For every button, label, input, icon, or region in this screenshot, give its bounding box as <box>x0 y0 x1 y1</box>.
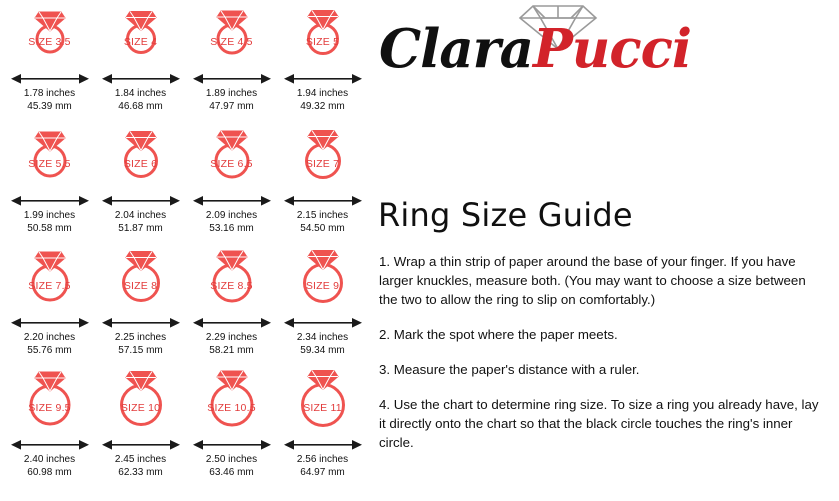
double-headed-arrow-icon <box>4 438 95 452</box>
double-headed-arrow-icon <box>186 194 277 208</box>
ring-illustration <box>4 0 95 72</box>
measurement-inches: 1.99 inches <box>23 210 76 221</box>
measurement-arrow <box>4 438 95 452</box>
measurement-arrow <box>95 72 186 86</box>
ring-size-cell <box>186 244 277 366</box>
measurement-mm: 59.34 mm <box>300 344 345 356</box>
instruction-step: 4. Use the chart to determine ring size. To size a ring you already have, lay it directly onto the chart so that the black circle touches the ring's inner circle. <box>379 397 819 450</box>
measurement-mm: 54.50 mm <box>300 222 345 234</box>
ring-size-cell <box>186 0 277 122</box>
measurement-arrow <box>4 316 95 330</box>
ring-size-label: SIZE 8.5 <box>210 280 253 292</box>
ring-measurement <box>4 88 95 113</box>
double-headed-arrow-icon <box>277 72 368 86</box>
ring-measurement <box>4 210 95 235</box>
brand-name <box>379 18 691 80</box>
ring-measurement <box>95 88 186 113</box>
ring-illustration <box>277 366 368 438</box>
measurement-arrow <box>186 438 277 452</box>
measurement-mm: 58.21 mm <box>209 344 254 356</box>
double-headed-arrow-icon <box>95 72 186 86</box>
ring-size-cell <box>277 244 368 366</box>
measurement-inches: 1.78 inches <box>23 88 76 99</box>
measurement-arrow <box>4 194 95 208</box>
ring-size-cell <box>277 0 368 122</box>
ring-size-cell <box>277 366 368 488</box>
ring-measurement <box>95 454 186 479</box>
measurement-arrow <box>95 316 186 330</box>
measurement-arrow <box>4 72 95 86</box>
double-headed-arrow-icon <box>95 316 186 330</box>
measurement-mm: 47.97 mm <box>209 100 254 112</box>
measurement-inches: 2.29 inches <box>205 332 258 343</box>
measurement-mm: 49.32 mm <box>300 100 345 112</box>
ring-measurement <box>186 210 277 235</box>
measurement-inches: 2.09 inches <box>205 210 258 221</box>
measurement-mm: 46.68 mm <box>118 100 163 112</box>
ring-illustration <box>4 366 95 438</box>
ring-measurement <box>186 88 277 113</box>
double-headed-arrow-icon <box>277 438 368 452</box>
measurement-mm: 63.46 mm <box>209 466 254 478</box>
instruction-step: 3. Measure the paper's distance with a ruler. <box>379 362 640 377</box>
measurement-mm: 60.98 mm <box>27 466 72 478</box>
measurement-mm: 51.87 mm <box>118 222 163 234</box>
instruction-steps <box>379 252 826 468</box>
instruction-step: 2. Mark the spot where the paper meets. <box>379 327 618 342</box>
ring-illustration <box>95 366 186 438</box>
ring-illustration <box>186 244 277 316</box>
ring-size-cell <box>95 366 186 488</box>
ring-measurement <box>4 454 95 479</box>
ring-size-label: SIZE 4.5 <box>210 36 253 48</box>
ring-size-label: SIZE 10 <box>120 402 161 414</box>
double-headed-arrow-icon <box>186 72 277 86</box>
measurement-arrow <box>186 72 277 86</box>
ring-size-label: SIZE 6 <box>123 158 158 170</box>
ring-illustration <box>95 0 186 72</box>
ring-illustration <box>277 0 368 72</box>
ring-size-label: SIZE 5 <box>305 36 340 48</box>
ring-illustration <box>277 122 368 194</box>
double-headed-arrow-icon <box>95 438 186 452</box>
ring-size-cell <box>95 0 186 122</box>
guide-panel <box>372 0 839 501</box>
double-headed-arrow-icon <box>186 316 277 330</box>
measurement-arrow <box>277 72 368 86</box>
measurement-inches: 1.89 inches <box>205 88 258 99</box>
brand-name-first: Clara <box>379 18 533 80</box>
measurement-inches: 1.84 inches <box>114 88 167 99</box>
ring-size-label: SIZE 11 <box>303 402 342 414</box>
ring-size-cell <box>4 366 95 488</box>
ring-measurement <box>277 210 368 235</box>
measurement-inches: 2.45 inches <box>114 454 167 465</box>
ring-size-cell <box>4 244 95 366</box>
measurement-inches: 1.94 inches <box>296 88 349 99</box>
measurement-inches: 2.04 inches <box>114 210 167 221</box>
ring-size-label: SIZE 10.5 <box>207 402 256 414</box>
measurement-inches: 2.40 inches <box>23 454 76 465</box>
ring-illustration <box>186 122 277 194</box>
ring-size-label: SIZE 9.5 <box>28 402 71 414</box>
ring-illustration <box>277 244 368 316</box>
ring-size-label: SIZE 5.5 <box>28 158 71 170</box>
double-headed-arrow-icon <box>4 72 95 86</box>
page-title: Ring Size Guide <box>378 196 633 234</box>
ring-size-label: SIZE 6.5 <box>210 158 253 170</box>
ring-illustration <box>4 244 95 316</box>
ring-size-cell <box>277 122 368 244</box>
ring-size-cell <box>186 366 277 488</box>
ring-size-label: SIZE 3.5 <box>28 36 71 48</box>
ring-measurement <box>277 332 368 357</box>
ring-measurement <box>277 88 368 113</box>
ring-illustration <box>95 122 186 194</box>
ring-size-cell <box>4 122 95 244</box>
measurement-mm: 55.76 mm <box>27 344 72 356</box>
ring-size-chart <box>0 0 366 501</box>
ring-measurement <box>186 454 277 479</box>
ring-measurement <box>95 332 186 357</box>
ring-measurement <box>277 454 368 479</box>
measurement-inches: 2.56 inches <box>296 454 349 465</box>
brand-logo <box>372 0 772 110</box>
measurement-inches: 2.34 inches <box>296 332 349 343</box>
measurement-inches: 2.20 inches <box>23 332 76 343</box>
double-headed-arrow-icon <box>4 316 95 330</box>
ring-measurement <box>4 332 95 357</box>
ring-measurement <box>186 332 277 357</box>
ring-illustration <box>186 366 277 438</box>
measurement-mm: 50.58 mm <box>27 222 72 234</box>
ring-size-label: SIZE 7 <box>305 158 340 170</box>
measurement-inches: 2.50 inches <box>205 454 258 465</box>
measurement-arrow <box>277 438 368 452</box>
measurement-inches: 2.15 inches <box>296 210 349 221</box>
ring-illustration <box>186 0 277 72</box>
measurement-arrow <box>277 316 368 330</box>
measurement-arrow <box>95 438 186 452</box>
double-headed-arrow-icon <box>4 194 95 208</box>
double-headed-arrow-icon <box>277 316 368 330</box>
ring-size-cell <box>186 122 277 244</box>
ring-measurement <box>95 210 186 235</box>
double-headed-arrow-icon <box>186 438 277 452</box>
measurement-mm: 64.97 mm <box>300 466 345 478</box>
measurement-arrow <box>277 194 368 208</box>
ring-illustration <box>4 122 95 194</box>
measurement-mm: 45.39 mm <box>27 100 72 112</box>
ring-size-label: SIZE 9 <box>305 280 340 292</box>
measurement-mm: 62.33 mm <box>118 466 163 478</box>
ring-illustration <box>95 244 186 316</box>
double-headed-arrow-icon <box>95 194 186 208</box>
ring-size-label: SIZE 4 <box>123 36 158 48</box>
ring-size-label: SIZE 8 <box>123 280 158 292</box>
ring-size-label: SIZE 7.5 <box>28 280 71 292</box>
measurement-arrow <box>186 194 277 208</box>
brand-name-last: Pucci <box>532 18 692 80</box>
double-headed-arrow-icon <box>277 194 368 208</box>
measurement-mm: 53.16 mm <box>209 222 254 234</box>
ring-size-cell <box>4 0 95 122</box>
measurement-arrow <box>95 194 186 208</box>
measurement-inches: 2.25 inches <box>114 332 167 343</box>
measurement-mm: 57.15 mm <box>118 344 163 356</box>
measurement-arrow <box>186 316 277 330</box>
instruction-step: 1. Wrap a thin strip of paper around the base of your finger. If you have larger knuckles, measure both. (You may want to choose a size between the two to allow the ring to slip on comfortably.) <box>379 254 806 307</box>
ring-size-cell <box>95 244 186 366</box>
ring-size-cell <box>95 122 186 244</box>
